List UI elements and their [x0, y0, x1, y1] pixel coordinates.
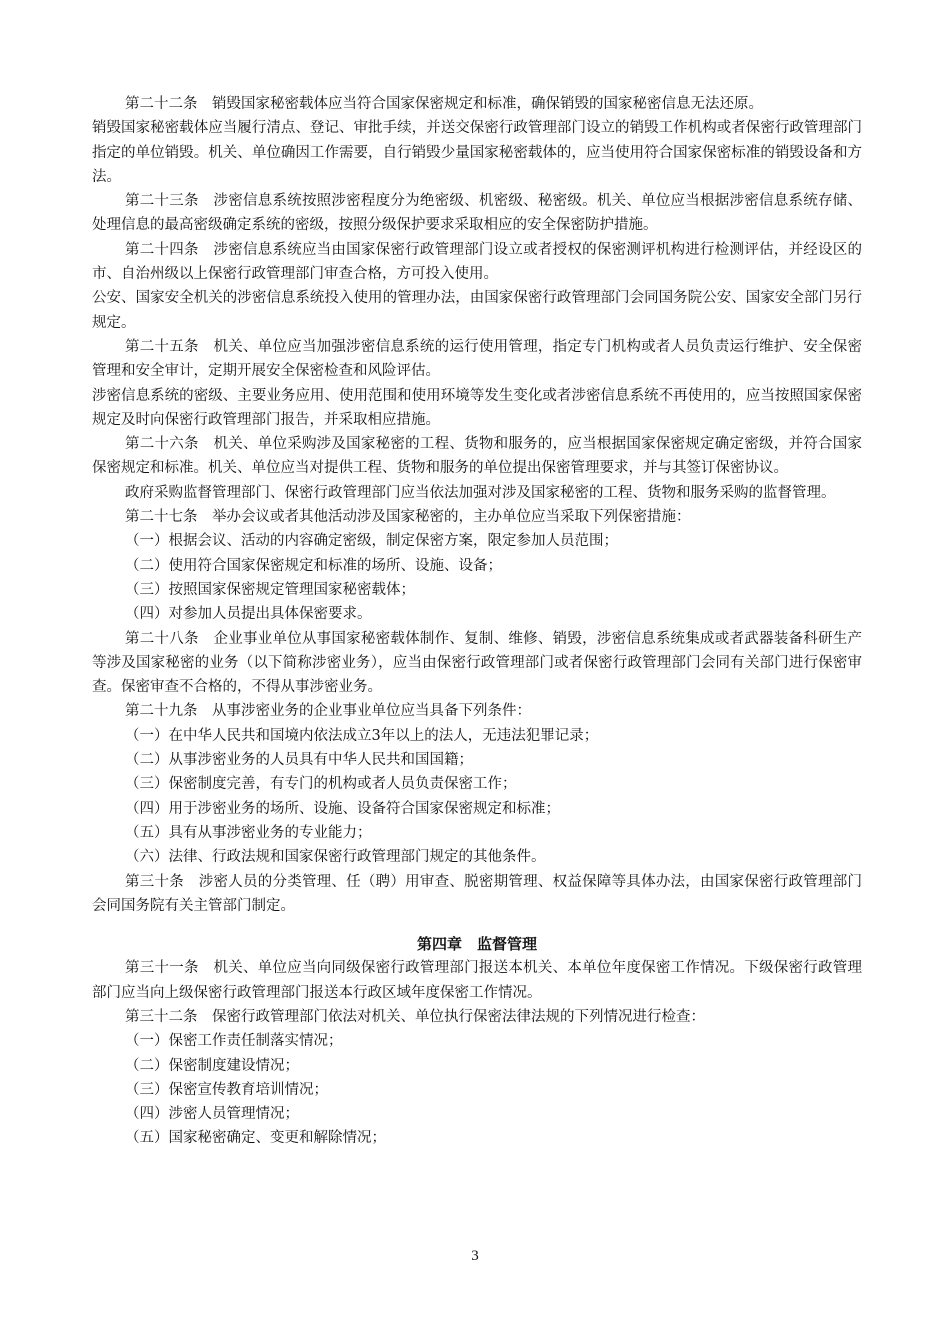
list-item: （六）法律、行政法规和国家保密行政管理部门规定的其他条件。	[125, 849, 546, 866]
list-item: （五）具有从事涉密业务的专业能力；	[125, 824, 372, 841]
paragraph: 第二十八条 企业事业单位从事国家秘密载体制作、复制、维修、销毁，涉密信息系统集成或者武器装备科研生产等涉及国家秘密的业务（以下简称涉密业务），应当由保密行政管理部门或者保密行政管理部门会同有关部门进行保密审查。保密审查不合格的，不得从事涉密业务。	[92, 630, 862, 696]
section-body-chapter-four	[92, 956, 862, 1150]
paragraph: 第二十九条 从事涉密业务的企业事业单位应当具备下列条件：	[125, 703, 531, 720]
paragraph: 政府采购监督管理部门、保密行政管理部门应当依法加强对涉及国家秘密的工程、货物和服务采购的监督管理。	[125, 484, 836, 501]
list-item: （五）国家秘密确定、变更和解除情况；	[125, 1130, 386, 1147]
list-item: （一）在中华人民共和国境内依法成立3年以上的法人，无违法犯罪记录；	[125, 727, 599, 744]
list-item: （四）用于涉密业务的场所、设施、设备符合国家保密规定和标准；	[125, 800, 560, 817]
paragraph: 第三十二条 保密行政管理部门依法对机关、单位执行保密法律法规的下列情况进行检查：	[125, 1008, 705, 1025]
paragraph: 第三十一条 机关、单位应当向同级保密行政管理部门报送本机关、本单位年度保密工作情况。下级保密行政管理部门应当向上级保密行政管理部门报送本行政区域年度保密工作情况。	[92, 960, 862, 1001]
list-item: （二）从事涉密业务的人员具有中华人民共和国国籍；	[125, 752, 473, 769]
list-item: （四）涉密人员管理情况；	[125, 1106, 299, 1123]
list-item: （二）保密制度建设情况；	[125, 1057, 299, 1074]
chapter-heading: 第四章 监督管理	[416, 935, 537, 954]
document-page	[92, 92, 862, 1151]
paragraph: 销毁国家秘密载体应当履行清点、登记、审批手续，并送交保密行政管理部门设立的销毁工作机构或者保密行政管理部门指定的单位销毁。机关、单位确因工作需要，自行销毁少量国家秘密载体的，应当使用符合国家保密标准的销毁设备和方法。	[92, 120, 862, 185]
paragraph: 第二十七条 举办会议或者其他活动涉及国家秘密的，主办单位应当采取下列保密措施：	[125, 509, 691, 526]
page-number: 3	[471, 1248, 479, 1264]
paragraph: 公安、国家安全机关的涉密信息系统投入使用的管理办法，由国家保密行政管理部门会同国务院公安、国家安全部门另行规定。	[92, 290, 862, 331]
paragraph: 第三十条 涉密人员的分类管理、任（聘）用审查、脱密期管理、权益保障等具体办法，由国家保密行政管理部门会同国务院有关主管部门制定。	[92, 873, 862, 914]
paragraph: 第二十四条 涉密信息系统应当由国家保密行政管理部门设立或者授权的保密测评机构进行检测评估，并经设区的市、自治州级以上保密行政管理部门审查合格，方可投入使用。	[92, 241, 862, 283]
paragraph: 第二十三条 涉密信息系统按照涉密程度分为绝密级、机密级、秘密级。机关、单位应当根据涉密信息系统存储、处理信息的最高密级确定系统的密级，按照分级保护要求采取相应的安全保密防护措施。	[92, 193, 862, 234]
section-body	[92, 92, 862, 918]
paragraph: 第二十二条 销毁国家秘密载体应当符合国家保密规定和标准，确保销毁的国家秘密信息无法还原。	[125, 96, 763, 112]
paragraph: 第二十五条 机关、单位应当加强涉密信息系统的运行使用管理，指定专门机构或者人员负责运行维护、安全保密管理和安全审计，定期开展安全保密检查和风险评估。	[92, 338, 862, 380]
list-item: （三）按照国家保密规定管理国家秘密载体；	[125, 581, 415, 598]
paragraph: 涉密信息系统的密级、主要业务应用、使用范围和使用环境等发生变化或者涉密信息系统不再使用的，应当按照国家保密规定及时向保密行政管理部门报告，并采取相应措施。	[92, 387, 862, 428]
list-item: （三）保密宣传教育培训情况；	[125, 1081, 328, 1098]
paragraph: 第二十六条 机关、单位采购涉及国家秘密的工程、货物和服务的，应当根据国家保密规定确定密级，并符合国家保密规定和标准。机关、单位应当对提供工程、货物和服务的单位提出保密管理要求，并与其签订保密协议。	[92, 436, 862, 477]
list-item: （三）保密制度完善，有专门的机构或者人员负责保密工作；	[125, 776, 517, 793]
list-item: （一）根据会议、活动的内容确定密级，制定保密方案，限定参加人员范围；	[125, 533, 618, 550]
list-item: （四）对参加人员提出具体保密要求。	[125, 606, 372, 623]
list-item: （一）保密工作责任制落实情况；	[125, 1033, 343, 1050]
list-item: （二）使用符合国家保密规定和标准的场所、设施、设备；	[125, 557, 502, 574]
